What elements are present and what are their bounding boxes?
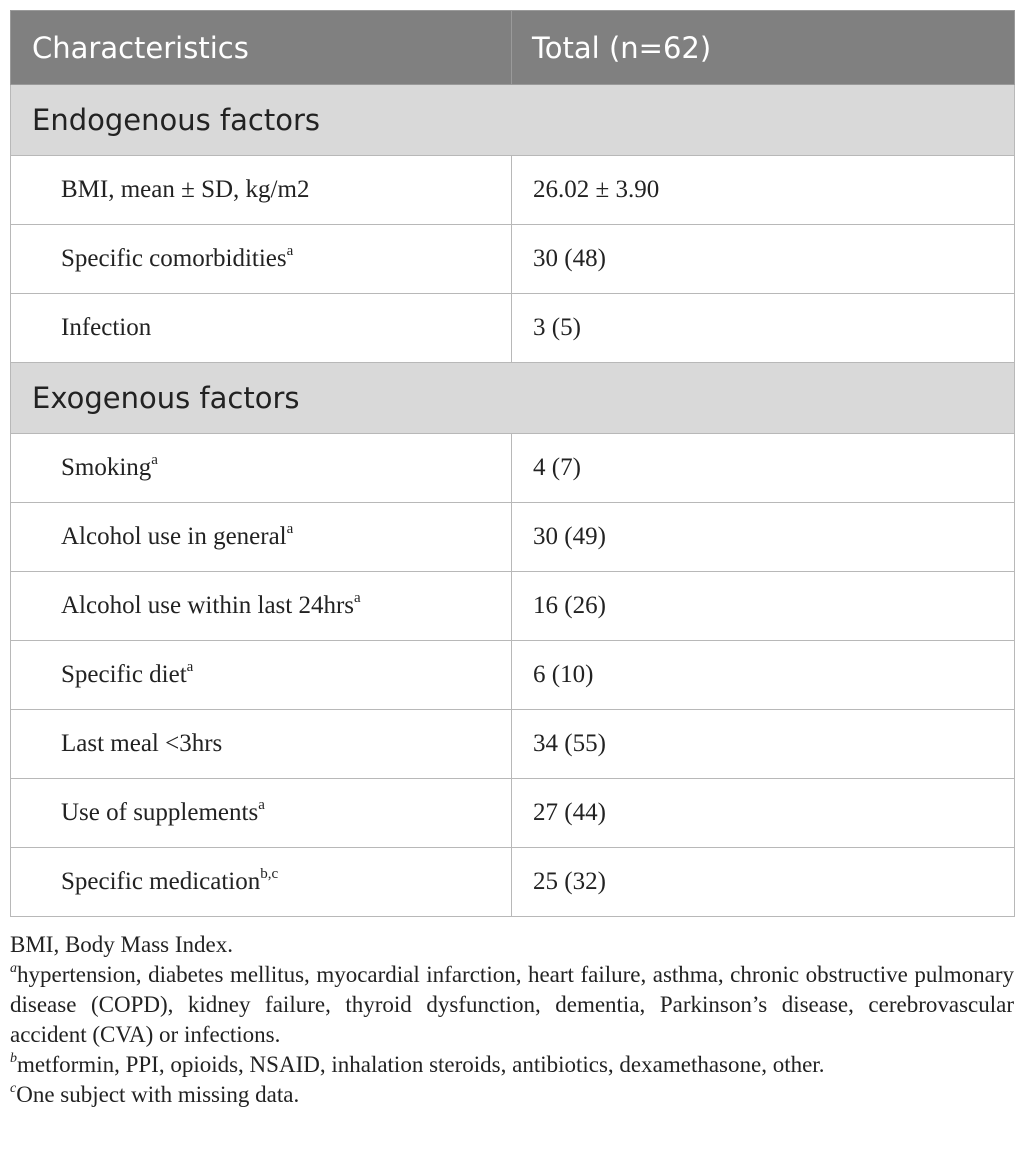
table-row	[11, 641, 1015, 710]
row-label: Specific comorbidities$^a$	[11, 225, 512, 294]
row-value: 34 (55)	[512, 710, 1015, 779]
table-row	[11, 434, 1015, 503]
row-label: Last meal <3hrs	[11, 710, 512, 779]
row-value: 3 (5)	[512, 294, 1015, 363]
row-value: 30 (49)	[512, 503, 1015, 572]
section-title-exogenous: Exogenous factors	[11, 363, 1015, 434]
section-row	[11, 85, 1015, 156]
table-row	[11, 848, 1015, 917]
footnote-a: $^a$hypertension, diabetes mellitus, myocardial infarction, heart failure, asthma, chronic obstructive pulmonary disease (COPD), kidney failure, thyroid dysfunction, dementia, Parkinson’s disease, cerebrovascular accident (CVA) or infections.	[10, 961, 1014, 1047]
table-row	[11, 710, 1015, 779]
table-row	[11, 572, 1015, 641]
row-value: 26.02 ± 3.90	[512, 156, 1015, 225]
table-row	[11, 503, 1015, 572]
row-label: Specific medication$^{b,c}$	[11, 848, 512, 917]
characteristics-table	[10, 10, 1015, 917]
row-label: Specific diet$^a$	[11, 641, 512, 710]
row-value: 27 (44)	[512, 779, 1015, 848]
header-total: Total (n=62)	[512, 11, 1015, 85]
row-label: Smoking$^a$	[11, 434, 512, 503]
table-row	[11, 779, 1015, 848]
header-characteristics: Characteristics	[11, 11, 512, 85]
footnote-abbreviation: BMI, Body Mass Index.	[10, 932, 233, 957]
row-value: 25 (32)	[512, 848, 1015, 917]
row-label: Use of supplements$^a$	[11, 779, 512, 848]
section-row	[11, 363, 1015, 434]
row-label: Infection	[11, 294, 512, 363]
row-value: 6 (10)	[512, 641, 1015, 710]
row-value: 30 (48)	[512, 225, 1015, 294]
footnote-b: $^b$metformin, PPI, opioids, NSAID, inhalation steroids, antibiotics, dexamethasone, other.	[10, 1051, 825, 1077]
table-row	[11, 156, 1015, 225]
row-label: Alcohol use in general$^a$	[11, 503, 512, 572]
table-row	[11, 294, 1015, 363]
row-value: 4 (7)	[512, 434, 1015, 503]
table-row	[11, 225, 1015, 294]
row-label: BMI, mean ± SD, kg/m2	[11, 156, 512, 225]
table-header-row	[11, 11, 1015, 85]
footnote-c: $^c$One subject with missing data.	[10, 1081, 300, 1107]
row-label: Alcohol use within last 24hrs$^a$	[11, 572, 512, 641]
row-value: 16 (26)	[512, 572, 1015, 641]
table-footnotes	[10, 930, 1014, 1110]
section-title-endogenous: Endogenous factors	[11, 85, 1015, 156]
